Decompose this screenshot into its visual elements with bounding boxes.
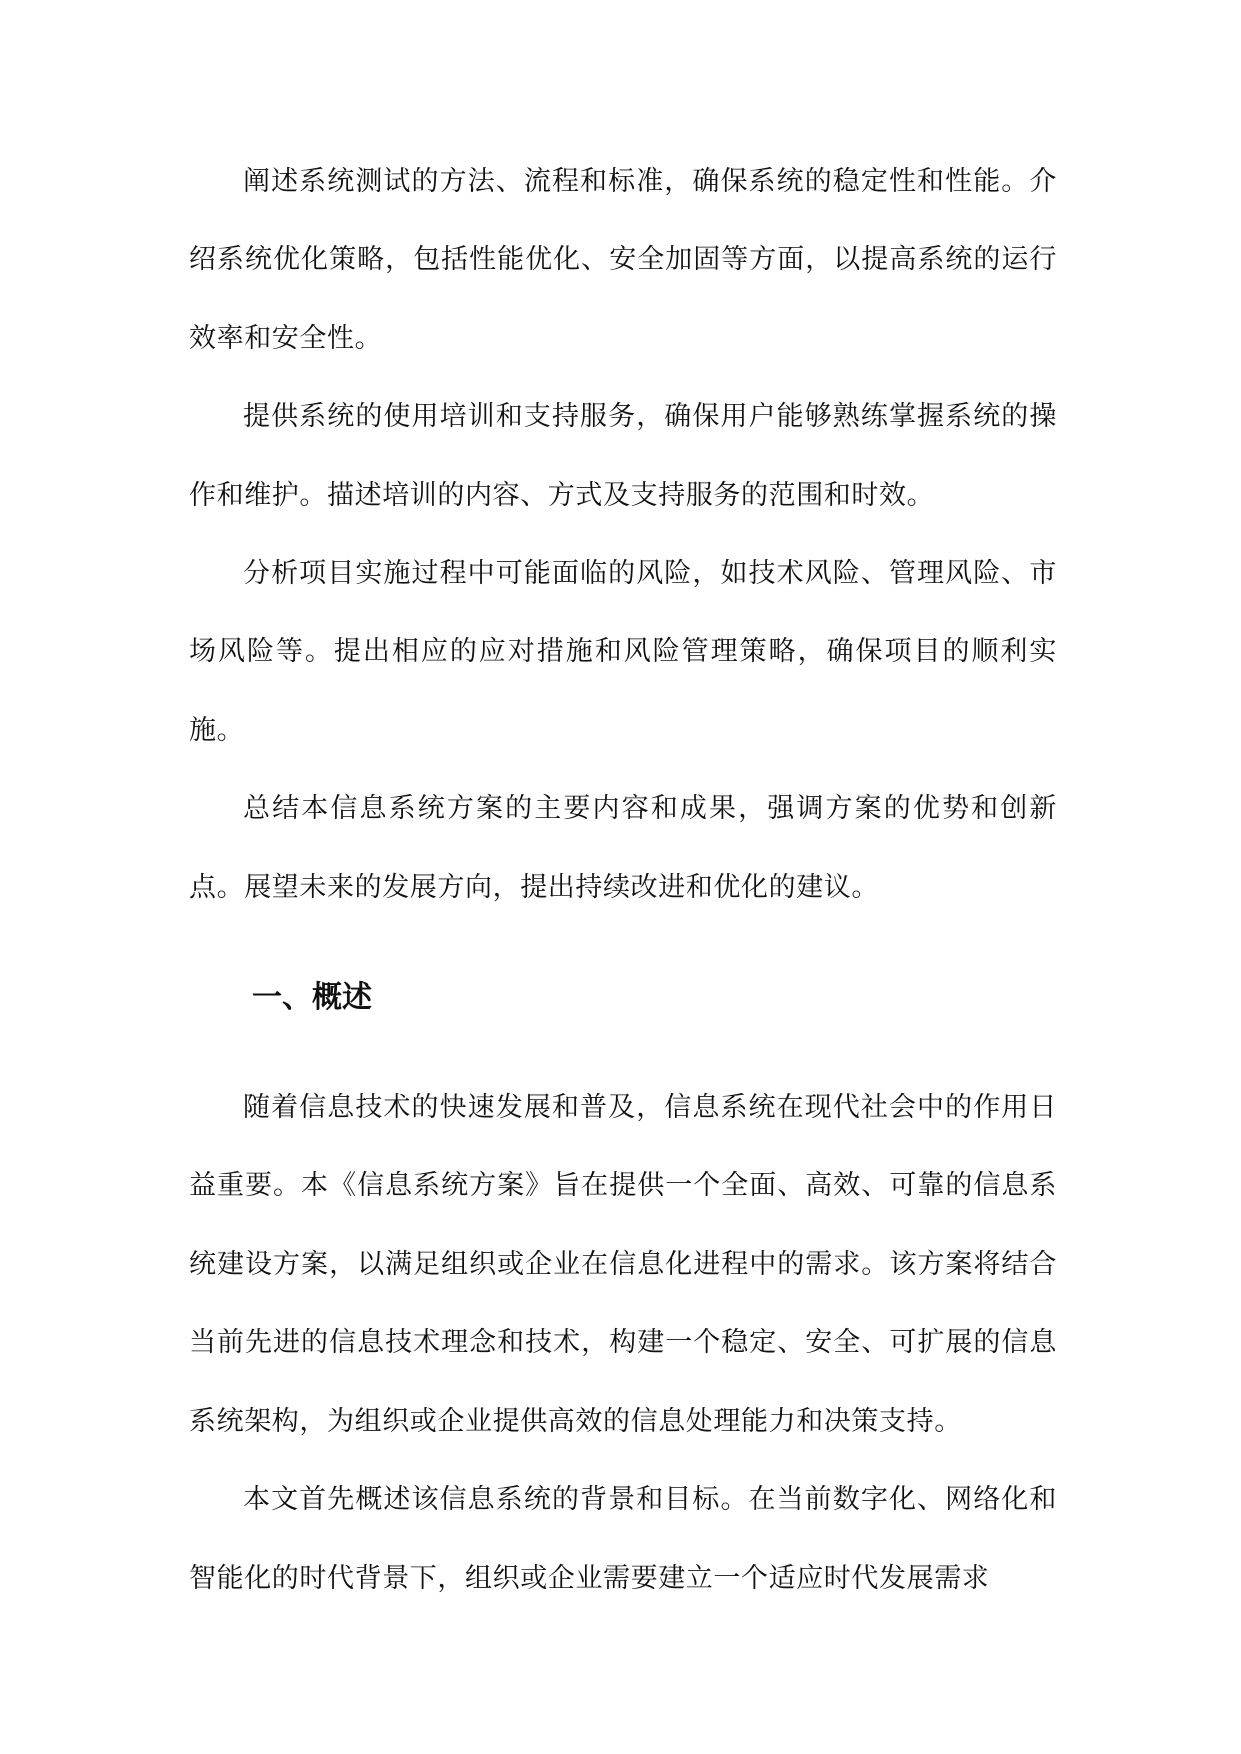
section-heading-overview: 一、概述 [252, 980, 372, 1016]
paragraph-background-goals: 本文首先概述该信息系统的背景和目标。在当前数字化、网络化和智能化的时代背景下，组织或企业需要建立一个适应时代发展需求 [189, 1484, 1057, 1594]
paragraph-testing-optimization: 阐述系统测试的方法、流程和标准，确保系统的稳定性和性能。介绍系统优化策略，包括性能优化、安全加固等方面，以提高系统的运行效率和安全性。 [189, 166, 1057, 354]
paragraph-risk-analysis: 分析项目实施过程中可能面临的风险，如技术风险、管理风险、市场风险等。提出相应的应对措施和风险管理策略，确保项目的顺利实施。 [189, 558, 1057, 746]
paragraph-overview-intro: 随着信息技术的快速发展和普及，信息系统在现代社会中的作用日益重要。本《信息系统方案》旨在提供一个全面、高效、可靠的信息系统建设方案，以满足组织或企业在信息化进程中的需求。该方案将结合当前先进的信息技术理念和技术，构建一个稳定、安全、可扩展的信息系统架构，为组织或企业提供高效的信息处理能力和决策支持。 [189, 1092, 1057, 1437]
paragraph-summary-outlook: 总结本信息系统方案的主要内容和成果，强调方案的优势和创新点。展望未来的发展方向，提出持续改进和优化的建议。 [189, 793, 1057, 903]
document-body [189, 143, 1057, 1618]
paragraph-training-support: 提供系统的使用培训和支持服务，确保用户能够熟练掌握系统的操作和维护。描述培训的内容、方式及支持服务的范围和时效。 [189, 401, 1057, 511]
section-spacer [189, 927, 1057, 945]
